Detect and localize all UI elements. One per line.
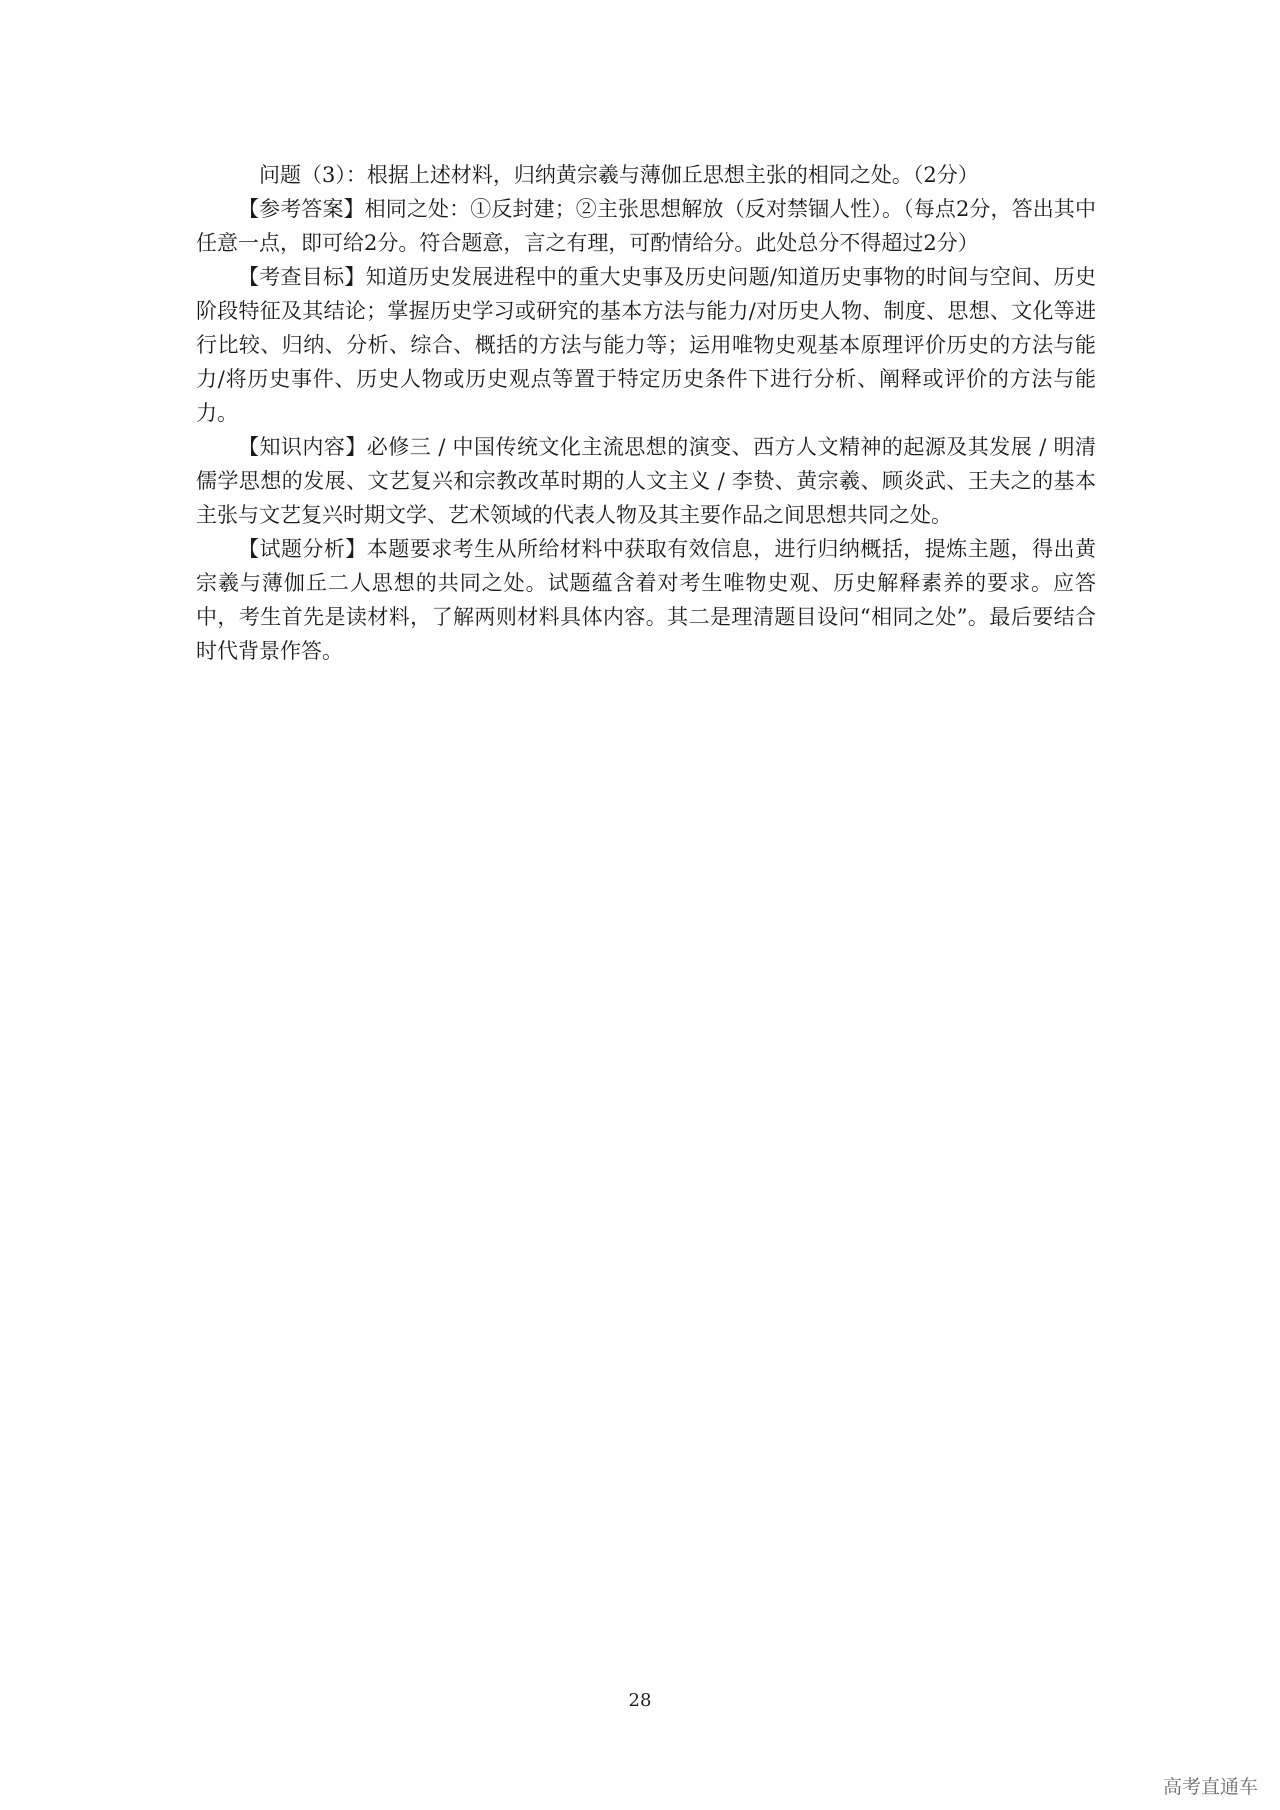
page-number: 28: [628, 1690, 652, 1711]
question-paragraph: 问题（3）：根据上述材料，归纳黄宗羲与薄伽丘思想主张的相同之处。（2分）: [259, 163, 979, 187]
reference-answer-paragraph: 【参考答案】相同之处：①反封建；②主张思想解放（反对禁锢人性）。（每点2分，答出其中任意一点，即可给2分。符合题意，言之有理，可酌情给分。此处总分不得超过2分）: [196, 197, 1096, 255]
knowledge-content-paragraph: 【知识内容】必修三 / 中国传统文化主流思想的演变、西方人文精神的起源及其发展 / 明清儒学思想的发展、文艺复兴和宗教改革时期的人文主义 / 李贽、黄宗羲、顾炎武、王夫之的基本主张与文艺复兴时期文学、艺术领域的代表人物及其主要作品之间思想共同之处。: [196, 435, 1096, 527]
exam-objective-paragraph: 【考查目标】知道历史发展进程中的重大史事及历史问题/知道历史事物的时间与空间、历史阶段特征及其结论；掌握历史学习或研究的基本方法与能力/对历史人物、制度、思想、文化等进行比较、归纳、分析、综合、概括的方法与能力等；运用唯物史观基本原理评价历史的方法与能力/将历史事件、历史人物或历史观点等置于特定历史条件下进行分析、阐释或评价的方法与能力。: [196, 265, 1096, 425]
question-analysis-paragraph: 【试题分析】本题要求考生从所给材料中获取有效信息，进行归纳概括，提炼主题，得出黄宗羲与薄伽丘二人思想的共同之处。试题蕴含着对考生唯物史观、历史解释素养的要求。应答中，考生首先是读材料，了解两则材料具体内容。其二是理清题目设问“相同之处”。最后要结合时代背景作答。: [196, 537, 1096, 663]
document-body: [196, 158, 1096, 668]
watermark-text: 高考直通车: [1162, 1776, 1258, 1798]
